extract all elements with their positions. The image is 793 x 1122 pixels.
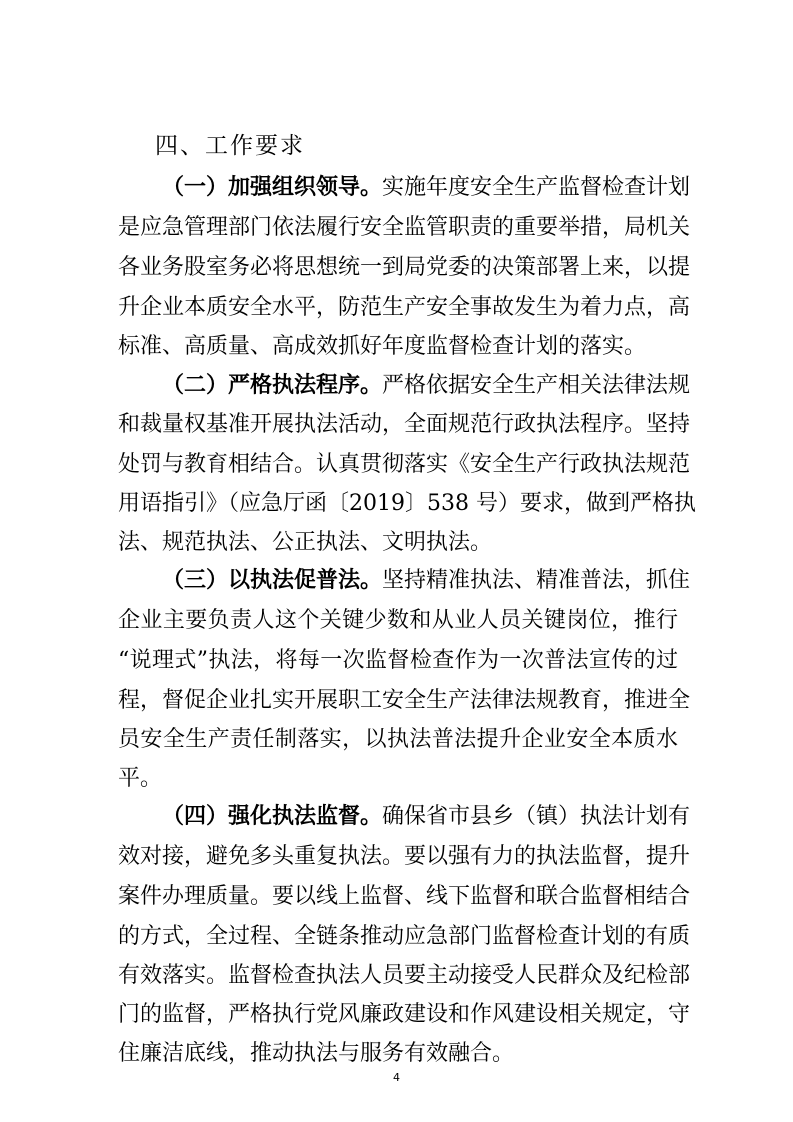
p1-line-4: 升企业本质安全水平，防范生产安全事故发生为着力点，高 [118,295,691,320]
p4-line-2: 效对接，避免多头重复执法。要以强有力的执法监督，提升 [118,844,691,869]
p1-line-2: 是应急管理部门依法履行安全监管职责的重要举措，局机关 [118,215,691,240]
p4-text-1: 确保省市县乡（镇）执法计划有 [382,804,691,829]
p4-line-6: 门的监督，严格执行党风廉政建设和作风建设相关规定，守 [118,1002,691,1027]
p2-lead: （二）严格执法程序。 [162,373,383,398]
p2-line-3: 处罚与教育相结合。认真贯彻落实《安全生产行政执法规范 [118,452,691,477]
p1-text-1: 实施年度安全生产监督检查计划 [382,175,691,200]
p3-line-3: “说理式”执法，将每一次监督检查作为一次普法宣传的过 [118,648,678,673]
p3-line-2: 企业主要负责人这个关键少数和从业人员关键岗位，推行 [118,608,678,633]
p2-line-1 [162,371,691,401]
p4-line-7: 住廉洁底线，推动执法与服务有效融合。 [118,1041,515,1066]
p2-line-2: 和裁量权基准开展执法活动，全面规范行政执法程序。坚持 [118,412,691,437]
p2-line-5: 法、规范执法、公正执法、文明执法。 [118,530,493,555]
p3-line-4: 程，督促企业扎实开展职工安全生产法律法规教育，推进全 [118,688,691,713]
p3-text-1: 坚持精准执法、精准普法，抓住 [382,568,691,593]
p3-line-5: 员安全生产责任制落实，以执法普法提升企业安全本质水 [118,727,678,752]
p3-line-1 [162,566,691,596]
p4-line-4: 的方式，全过程、全链条推动应急部门监督检查计划的有质 [118,924,691,949]
section-heading: 四、工作要求 [155,133,305,159]
p2-text-1: 严格依据安全生产相关法律法规 [382,373,691,398]
p3-lead: （三）以执法促普法。 [162,568,383,593]
p4-line-5: 有效落实。监督检查执法人员要主动接受人民群众及纪检部 [118,963,691,988]
p1-line-3: 各业务股室务必将思想统一到局党委的决策部署上来，以提 [118,255,691,280]
p4-lead: （四）强化执法监督。 [162,804,383,829]
p4-line-1 [162,802,691,832]
p3-line-6: 平。 [118,766,163,791]
p4-line-3: 案件办理质量。要以线上监督、线下监督和联合监督相结合 [118,884,691,909]
p1-lead: （一）加强组织领导。 [162,175,383,200]
p1-line-1 [162,173,691,203]
p2-line-4: 用语指引》（应急厅函〔2019〕538 号）要求，做到严格执 [118,491,696,516]
p1-line-5: 标准、高质量、高成效抓好年度监督检查计划的落实。 [118,334,647,359]
page-number: 4 [393,1071,400,1084]
